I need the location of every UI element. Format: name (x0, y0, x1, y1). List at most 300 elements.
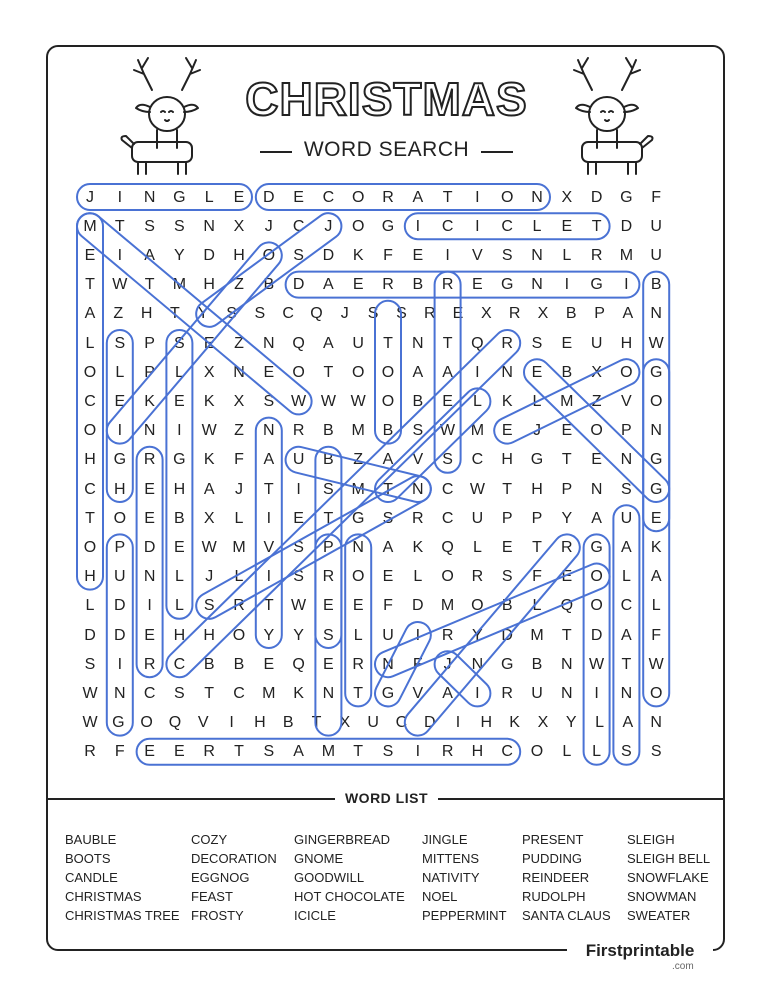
grid-cell[interactable]: E (442, 392, 453, 410)
grid-cell[interactable]: N (263, 334, 275, 352)
grid-cell[interactable]: A (442, 684, 453, 702)
grid-cell[interactable]: M (470, 422, 485, 440)
grid-cell[interactable]: E (352, 276, 364, 294)
grid-cell[interactable]: K (412, 538, 424, 556)
grid-cell[interactable]: T (442, 334, 453, 352)
grid-cell[interactable]: V (197, 714, 209, 732)
grid-cell[interactable]: S (114, 334, 126, 352)
grid-cell[interactable]: N (650, 305, 662, 323)
grid-cell[interactable]: I (266, 509, 272, 527)
grid-cell[interactable]: Y (561, 509, 573, 527)
grid-cell[interactable]: O (590, 568, 603, 586)
grid-cell[interactable]: G (530, 451, 544, 469)
grid-cell[interactable]: D (423, 714, 436, 732)
grid-cell[interactable]: A (382, 538, 394, 556)
grid-cell[interactable]: X (233, 392, 245, 410)
grid-cell[interactable]: G (590, 538, 603, 556)
grid-cell[interactable]: O (381, 392, 395, 410)
grid-cell[interactable]: O (351, 188, 365, 206)
grid-cell[interactable]: O (292, 363, 305, 381)
grid-cell[interactable]: J (340, 305, 349, 323)
grid-cell[interactable]: N (561, 684, 573, 702)
grid-cell[interactable]: B (531, 655, 543, 673)
grid-cell[interactable]: J (86, 188, 94, 206)
grid-cell[interactable]: G (500, 655, 514, 673)
grid-cell[interactable]: I (296, 480, 301, 498)
grid-cell[interactable]: O (113, 509, 127, 527)
grid-cell[interactable]: S (323, 626, 334, 644)
grid-cell[interactable]: E (174, 743, 185, 761)
grid-cell[interactable]: P (621, 422, 632, 440)
grid-cell[interactable]: S (293, 538, 304, 556)
grid-cell[interactable]: H (480, 714, 493, 732)
grid-cell[interactable]: Z (234, 422, 244, 440)
grid-cell[interactable]: T (114, 217, 125, 235)
grid-cell[interactable]: V (263, 538, 275, 556)
grid-cell[interactable]: E (233, 188, 245, 206)
grid-cell[interactable]: E (263, 655, 275, 673)
grid-cell[interactable]: M (440, 597, 455, 615)
grid-cell[interactable]: H (531, 480, 543, 498)
grid-cell[interactable]: O (590, 422, 603, 440)
grid-cell[interactable]: E (591, 451, 602, 469)
grid-cell[interactable]: S (442, 451, 453, 469)
grid-cell[interactable]: O (351, 217, 365, 235)
grid-cell[interactable]: Z (591, 392, 602, 410)
grid-cell[interactable]: O (441, 568, 454, 586)
grid-cell[interactable]: E (472, 276, 483, 294)
grid-cell[interactable]: P (531, 509, 543, 527)
grid-cell[interactable]: W (291, 392, 307, 410)
grid-cell[interactable]: X (339, 714, 351, 732)
grid-cell[interactable]: P (114, 538, 126, 556)
grid-cell[interactable]: P (323, 538, 334, 556)
grid-cell[interactable]: J (324, 217, 333, 235)
grid-cell[interactable]: L (85, 334, 95, 352)
grid-cell[interactable]: P (144, 334, 155, 352)
grid-cell[interactable]: R (352, 655, 364, 673)
grid-cell[interactable]: E (174, 392, 185, 410)
grid-cell[interactable]: N (143, 188, 156, 206)
grid-cell[interactable]: N (382, 655, 394, 673)
grid-cell[interactable]: S (84, 655, 96, 673)
grid-cell[interactable]: E (144, 626, 155, 644)
grid-cell[interactable]: T (263, 480, 274, 498)
grid-cell[interactable]: S (226, 305, 237, 323)
grid-cell[interactable]: G (620, 188, 633, 206)
grid-cell[interactable]: B (174, 509, 185, 527)
grid-cell[interactable]: R (441, 276, 454, 294)
grid-cell[interactable]: R (561, 538, 573, 556)
grid-cell[interactable]: E (293, 509, 304, 527)
grid-cell[interactable]: S (263, 743, 275, 761)
grid-cell[interactable]: O (500, 188, 514, 206)
grid-cell[interactable]: O (262, 246, 276, 264)
grid-cell[interactable]: M (172, 276, 187, 294)
grid-cell[interactable]: N (620, 451, 633, 469)
grid-cell[interactable]: A (591, 509, 602, 527)
grid-cell[interactable]: X (561, 188, 573, 206)
grid-cell[interactable]: A (293, 743, 304, 761)
grid-cell[interactable]: X (537, 305, 549, 323)
grid-cell[interactable]: S (144, 217, 155, 235)
grid-cell[interactable]: B (203, 655, 215, 673)
grid-cell[interactable]: K (352, 246, 364, 264)
grid-cell[interactable]: G (649, 363, 663, 381)
grid-cell[interactable]: T (144, 276, 155, 294)
grid-cell[interactable]: Q (292, 655, 305, 673)
grid-cell[interactable]: R (84, 743, 96, 761)
grid-cell[interactable]: M (351, 422, 365, 440)
grid-cell[interactable]: V (621, 392, 632, 410)
grid-cell[interactable]: F (651, 626, 662, 644)
grid-cell[interactable]: G (113, 451, 127, 469)
grid-cell[interactable]: F (412, 655, 423, 673)
grid-cell[interactable]: K (650, 538, 662, 556)
grid-cell[interactable]: C (143, 684, 156, 702)
grid-cell[interactable]: F (234, 451, 244, 469)
grid-cell[interactable]: I (415, 743, 421, 761)
grid-cell[interactable]: L (621, 568, 631, 586)
grid-cell[interactable]: O (140, 714, 153, 732)
grid-cell[interactable]: E (323, 655, 334, 673)
grid-cell[interactable]: I (415, 626, 421, 644)
grid-cell[interactable]: T (442, 188, 453, 206)
grid-cell[interactable]: T (204, 684, 215, 702)
grid-cell[interactable]: G (173, 188, 186, 206)
grid-cell[interactable]: R (382, 188, 394, 206)
grid-cell[interactable]: W (82, 684, 98, 702)
grid-cell[interactable]: Y (472, 626, 483, 644)
grid-cell[interactable]: X (203, 363, 215, 381)
grid-cell[interactable]: G (649, 451, 663, 469)
grid-cell[interactable]: I (624, 276, 629, 294)
grid-cell[interactable]: T (311, 714, 322, 732)
grid-cell[interactable]: H (471, 743, 484, 761)
grid-cell[interactable]: N (203, 217, 215, 235)
grid-cell[interactable]: U (292, 451, 305, 469)
grid-cell[interactable]: S (263, 392, 275, 410)
grid-cell[interactable]: A (442, 363, 453, 381)
grid-cell[interactable]: B (282, 714, 294, 732)
grid-cell[interactable]: R (292, 422, 305, 440)
grid-cell[interactable]: H (254, 714, 266, 732)
grid-cell[interactable]: T (532, 538, 542, 556)
grid-cell[interactable]: O (351, 363, 365, 381)
grid-cell[interactable]: E (561, 334, 573, 352)
grid-cell[interactable]: V (412, 451, 424, 469)
grid-cell[interactable]: T (353, 684, 364, 702)
grid-cell[interactable]: W (112, 276, 128, 294)
grid-cell[interactable]: S (367, 305, 379, 323)
grid-cell[interactable]: O (381, 363, 395, 381)
grid-cell[interactable]: H (140, 305, 153, 323)
grid-cell[interactable]: C (84, 480, 96, 498)
grid-cell[interactable]: G (590, 276, 603, 294)
grid-cell[interactable]: N (650, 422, 662, 440)
grid-cell[interactable]: C (501, 217, 513, 235)
grid-cell[interactable]: E (144, 509, 155, 527)
grid-cell[interactable]: T (170, 305, 180, 323)
grid-cell[interactable]: G (112, 714, 125, 732)
grid-cell[interactable]: X (480, 305, 492, 323)
grid-cell[interactable]: F (114, 743, 125, 761)
grid-cell[interactable]: Q (441, 538, 454, 556)
grid-cell[interactable]: T (263, 597, 274, 615)
grid-cell[interactable]: B (650, 276, 662, 294)
grid-cell[interactable]: I (475, 684, 480, 702)
grid-cell[interactable]: L (174, 568, 184, 586)
grid-cell[interactable]: T (383, 480, 393, 498)
grid-cell[interactable]: H (173, 626, 186, 644)
grid-cell[interactable]: L (353, 626, 363, 644)
grid-cell[interactable]: M (262, 684, 276, 702)
grid-cell[interactable]: L (472, 392, 482, 410)
grid-cell[interactable]: N (114, 684, 126, 702)
grid-cell[interactable]: Y (174, 246, 185, 264)
grid-cell[interactable]: I (229, 714, 234, 732)
grid-cell[interactable]: B (382, 422, 394, 440)
grid-cell[interactable]: T (561, 451, 572, 469)
grid-cell[interactable]: A (621, 538, 632, 556)
grid-cell[interactable]: H (114, 480, 126, 498)
grid-cell[interactable]: C (322, 188, 335, 206)
grid-cell[interactable]: N (531, 246, 543, 264)
grid-cell[interactable]: I (147, 597, 152, 615)
grid-cell[interactable]: E (561, 422, 573, 440)
grid-cell[interactable]: T (383, 334, 393, 352)
grid-cell[interactable]: F (532, 568, 542, 586)
grid-cell[interactable]: N (143, 568, 156, 586)
grid-cell[interactable]: O (351, 568, 365, 586)
grid-cell[interactable]: I (117, 246, 123, 264)
grid-cell[interactable]: O (530, 743, 544, 761)
grid-cell[interactable]: R (143, 655, 156, 673)
grid-cell[interactable]: Y (263, 626, 275, 644)
grid-cell[interactable]: E (561, 568, 573, 586)
grid-cell[interactable]: R (501, 684, 513, 702)
grid-cell[interactable]: A (412, 188, 424, 206)
grid-cell[interactable]: W (648, 655, 664, 673)
grid-cell[interactable]: U (650, 217, 662, 235)
grid-cell[interactable]: A (263, 451, 275, 469)
grid-cell[interactable]: N (620, 684, 633, 702)
grid-cell[interactable]: T (561, 626, 572, 644)
grid-cell[interactable]: B (323, 422, 334, 440)
grid-cell[interactable]: C (84, 392, 96, 410)
grid-cell[interactable]: V (472, 246, 483, 264)
grid-cell[interactable]: D (501, 626, 513, 644)
grid-cell[interactable]: E (203, 334, 215, 352)
grid-cell[interactable]: S (412, 422, 424, 440)
grid-cell[interactable]: B (501, 597, 513, 615)
grid-cell[interactable]: D (84, 626, 96, 644)
grid-cell[interactable]: B (233, 655, 245, 673)
grid-cell[interactable]: O (471, 597, 484, 615)
grid-cell[interactable]: F (651, 188, 662, 206)
grid-cell[interactable]: W (440, 422, 456, 440)
grid-cell[interactable]: L (562, 743, 572, 761)
grid-cell[interactable]: Y (293, 626, 304, 644)
grid-cell[interactable]: Q (292, 334, 305, 352)
grid-cell[interactable]: L (532, 217, 542, 235)
grid-cell[interactable]: G (381, 217, 395, 235)
grid-cell[interactable]: I (117, 422, 123, 440)
grid-cell[interactable]: A (382, 451, 394, 469)
grid-cell[interactable]: E (174, 538, 185, 556)
grid-cell[interactable]: E (531, 363, 543, 381)
grid-cell[interactable]: L (85, 597, 95, 615)
grid-cell[interactable]: Y (197, 305, 209, 323)
grid-cell[interactable]: I (177, 422, 182, 440)
grid-cell[interactable]: I (117, 655, 123, 673)
grid-cell[interactable]: N (352, 538, 364, 556)
grid-cell[interactable]: Q (310, 305, 323, 323)
grid-cell[interactable]: I (475, 217, 480, 235)
grid-cell[interactable]: D (143, 538, 156, 556)
grid-cell[interactable]: B (412, 276, 424, 294)
grid-cell[interactable]: A (203, 480, 215, 498)
grid-cell[interactable]: W (648, 334, 664, 352)
grid-cell[interactable]: L (204, 188, 214, 206)
grid-cell[interactable]: H (501, 451, 513, 469)
grid-cell[interactable]: R (412, 509, 424, 527)
grid-cell[interactable]: J (235, 480, 243, 498)
grid-cell[interactable]: U (531, 684, 543, 702)
grid-cell[interactable]: E (323, 597, 334, 615)
grid-cell[interactable]: B (323, 451, 334, 469)
grid-cell[interactable]: D (412, 597, 424, 615)
grid-cell[interactable]: L (651, 597, 661, 615)
grid-cell[interactable]: H (203, 276, 215, 294)
grid-cell[interactable]: R (441, 626, 454, 644)
grid-cell[interactable]: U (650, 246, 662, 264)
grid-cell[interactable]: G (649, 480, 663, 498)
grid-cell[interactable]: N (590, 480, 603, 498)
grid-cell[interactable]: O (83, 422, 97, 440)
grid-cell[interactable]: G (381, 684, 395, 702)
grid-cell[interactable]: M (321, 743, 336, 761)
grid-cell[interactable]: A (323, 276, 334, 294)
grid-cell[interactable]: L (472, 538, 482, 556)
grid-cell[interactable]: C (282, 305, 294, 323)
grid-cell[interactable]: Q (471, 334, 484, 352)
grid-cell[interactable]: D (590, 188, 603, 206)
grid-cell[interactable]: L (532, 597, 542, 615)
grid-cell[interactable]: W (320, 392, 336, 410)
grid-cell[interactable]: X (203, 509, 215, 527)
grid-cell[interactable]: K (203, 451, 215, 469)
grid-cell[interactable]: H (84, 568, 96, 586)
grid-cell[interactable]: U (382, 626, 394, 644)
grid-cell[interactable]: A (622, 714, 634, 732)
grid-cell[interactable]: J (533, 422, 541, 440)
grid-cell[interactable]: E (452, 305, 464, 323)
grid-cell[interactable]: N (561, 655, 573, 673)
grid-cell[interactable]: J (264, 217, 273, 235)
grid-cell[interactable]: I (475, 363, 480, 381)
grid-cell[interactable]: D (114, 626, 126, 644)
grid-cell[interactable]: R (382, 276, 394, 294)
grid-cell[interactable]: G (500, 276, 514, 294)
grid-cell[interactable]: M (530, 626, 544, 644)
grid-cell[interactable]: E (114, 392, 126, 410)
grid-cell[interactable]: R (471, 568, 484, 586)
grid-cell[interactable]: O (649, 684, 663, 702)
grid-cell[interactable]: I (445, 246, 450, 264)
grid-cell[interactable]: C (441, 480, 454, 498)
grid-cell[interactable]: L (413, 568, 423, 586)
grid-cell[interactable]: D (114, 597, 126, 615)
grid-cell[interactable]: S (501, 568, 513, 586)
grid-cell[interactable]: E (293, 188, 304, 206)
grid-cell[interactable]: U (367, 714, 379, 732)
grid-cell[interactable]: F (383, 246, 393, 264)
grid-cell[interactable]: F (383, 597, 393, 615)
grid-cell[interactable]: S (621, 480, 632, 498)
grid-cell[interactable]: S (203, 597, 215, 615)
grid-cell[interactable]: U (471, 509, 484, 527)
grid-cell[interactable]: S (650, 743, 662, 761)
grid-cell[interactable]: S (174, 334, 185, 352)
grid-cell[interactable]: L (234, 568, 244, 586)
grid-cell[interactable]: T (323, 509, 334, 527)
grid-cell[interactable]: L (234, 509, 244, 527)
grid-cell[interactable]: S (621, 743, 632, 761)
grid-cell[interactable]: D (263, 188, 275, 206)
grid-cell[interactable]: U (352, 334, 364, 352)
grid-cell[interactable]: O (590, 597, 603, 615)
grid-cell[interactable]: C (620, 597, 633, 615)
grid-cell[interactable]: M (83, 217, 97, 235)
grid-cell[interactable]: G (173, 451, 186, 469)
grid-cell[interactable]: K (203, 392, 215, 410)
grid-cell[interactable]: L (174, 597, 184, 615)
grid-cell[interactable]: U (590, 334, 603, 352)
grid-cell[interactable]: R (508, 305, 521, 323)
grid-cell[interactable]: W (291, 597, 307, 615)
grid-cell[interactable]: M (619, 246, 634, 264)
grid-cell[interactable]: C (471, 451, 484, 469)
grid-cell[interactable]: W (469, 480, 485, 498)
grid-cell[interactable]: A (621, 626, 632, 644)
grid-cell[interactable]: C (173, 655, 186, 673)
grid-cell[interactable]: T (234, 743, 244, 761)
grid-cell[interactable]: P (594, 305, 605, 323)
grid-cell[interactable]: N (412, 334, 424, 352)
grid-cell[interactable]: M (560, 392, 574, 410)
grid-cell[interactable]: Y (565, 714, 577, 732)
grid-cell[interactable]: E (84, 246, 96, 264)
grid-cell[interactable]: W (350, 392, 366, 410)
grid-cell[interactable]: Q (560, 597, 574, 615)
grid-cell[interactable]: O (649, 392, 663, 410)
grid-cell[interactable]: E (650, 509, 662, 527)
grid-cell[interactable]: R (441, 743, 454, 761)
grid-cell[interactable]: W (201, 538, 217, 556)
grid-cell[interactable]: B (412, 392, 424, 410)
grid-cell[interactable]: X (537, 714, 549, 732)
grid-cell[interactable]: E (382, 568, 394, 586)
grid-cell[interactable]: I (594, 684, 599, 702)
grid-cell[interactable]: C (395, 714, 408, 732)
grid-cell[interactable]: R (423, 305, 436, 323)
grid-cell[interactable]: E (561, 217, 573, 235)
grid-cell[interactable]: R (233, 597, 245, 615)
grid-cell[interactable]: C (501, 743, 513, 761)
grid-cell[interactable]: T (591, 217, 602, 235)
grid-cell[interactable]: A (323, 334, 334, 352)
